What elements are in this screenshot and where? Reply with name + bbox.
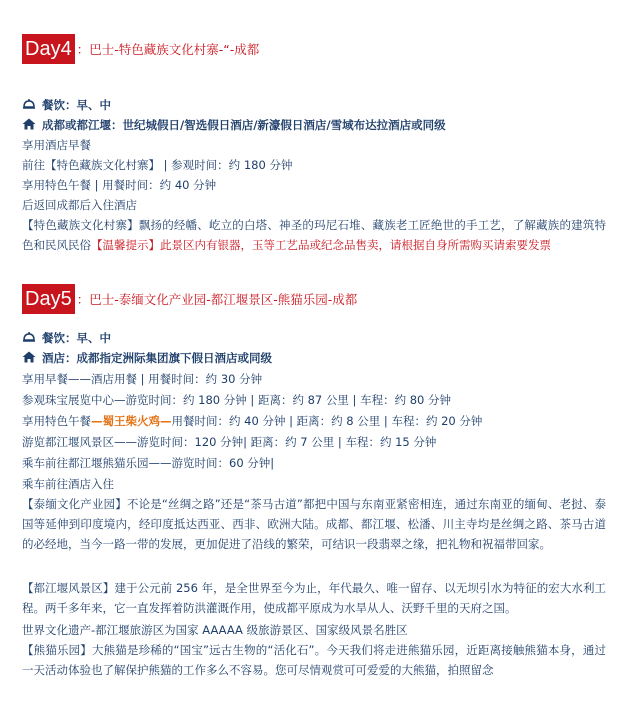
- day5-line1: 享用早餐——酒店用餐 | 用餐时间：约 30 分钟: [22, 372, 263, 386]
- day5-line3: [22, 413, 482, 429]
- day4-route: ：巴士-特色藏族文化村寨-“-成都: [76, 42, 260, 57]
- day4-meals: [22, 97, 111, 113]
- meal-cloche-icon: [22, 331, 36, 343]
- day5-line6: 乘车前往酒店入住: [22, 477, 114, 491]
- day4-description: [22, 215, 606, 255]
- day5-meals: [22, 330, 111, 346]
- home-icon: [22, 351, 36, 363]
- day4-badge: Day4: [22, 34, 75, 64]
- meal-cloche-icon: [22, 98, 36, 110]
- day5-para-panda: [22, 640, 606, 680]
- day5-para-taimian: [22, 494, 606, 554]
- day4-desc-text: 飘扬的经幡、屹立的白塔、神圣的玛尼石堆、藏族老工匠绝世的手工艺，了解藏族的建筑特色和民风民俗: [22, 218, 607, 252]
- day5-hotel-text: 酒店：成都指定洲际集团旗下假日酒店或同级: [42, 351, 272, 365]
- home-icon: [22, 118, 36, 130]
- day4-line4: 后返回成都后入住酒店: [22, 198, 137, 212]
- day4-line3: 享用特色午餐 | 用餐时间：约 40 分钟: [22, 178, 217, 192]
- day5-para-dujiangyan: [22, 578, 606, 618]
- day5-p2-tag: 【都江堰风景区】: [22, 581, 115, 595]
- day5-badge: Day5: [22, 284, 75, 314]
- day5-line2: 参观珠宝展览中心—游览时间：约 180 分钟 | 距离：约 87 公里 | 车程：约 80 分钟: [22, 393, 452, 407]
- day5-line5: 乘车前往都江堰熊猫乐园——游览时间：60 分钟|: [22, 456, 275, 470]
- day4-hotel-text: 成都或都江堰：世纪城假日/智选假日酒店/新濠假日酒店/雪域布达拉酒店或同级: [42, 118, 446, 132]
- day5-line3-post: 用餐时间：约 40 分钟 | 距离：约 8 公里 | 车程：约 20 分钟: [171, 414, 483, 428]
- day5-p3-text: 大熊猫是珍稀的“国宝”远古生物的“活化石”。今天我们将走进熊猫乐园，近距离接触熊猫本身，通过一天活动体验也了解保护熊猫的工作多么不容易。您可尽情观赏可可爱爱的大熊猫，拍照留念: [22, 643, 607, 677]
- day5-hotel: [22, 350, 272, 366]
- day5-meals-text: 餐饮：早、中: [42, 331, 111, 345]
- day4-warning: 【温馨提示】此景区内有银器，玉等工艺品或纪念品售卖，请根据自身所需购买请索要发票: [91, 238, 551, 252]
- day4-meals-text: 餐饮：早、中: [42, 98, 111, 112]
- day5-header: [22, 284, 357, 314]
- day4-line1: 享用酒店早餐: [22, 138, 91, 152]
- day5-p2-text: 建于公元前 256 年，是全世界至今为止，年代最久、唯一留存、以无坝引水为特征的宏大水利工程。两千多年来，它一直发挥着防洪灌溉作用，使成都平原成为水旱从人、沃野千里的天府之国。: [22, 581, 606, 615]
- day5-line4: 游览都江堰风景区——游览时间：120 分钟| 距离：约 7 公里 | 车程：约 15 分钟: [22, 435, 437, 449]
- day4-header: [22, 34, 259, 64]
- day5-line3-pre: 享用特色午餐: [22, 414, 91, 428]
- day5-p1-tag: 【泰缅文化产业园】: [22, 497, 127, 511]
- day5-lunch-name: —蜀王柴火鸡—: [91, 414, 172, 428]
- day5-p2-line2: 世界文化遗产-都江堰旅游区为国家 AAAAA 级旅游景区、国家级风景名胜区: [22, 623, 408, 637]
- day5-route: ：巴士-泰缅文化产业园-都江堰景区-熊猫乐园-成都: [76, 292, 358, 307]
- day4-line2: 前往【特色藏族文化村寨】 | 参观时间：约 180 分钟: [22, 158, 293, 172]
- day5-p1-text: 不论是“丝绸之路”还是“茶马古道”都把中国与东南亚紧密相连，通过东南亚的缅甸、老挝、泰国等延伸到印度境内，经印度抵达西亚、西非、欧洲大陆。成都、都江堰、松潘、川主寺均是丝绸之路、茶马古道的必经地，当今一路一带的发展，更加促进了沿线的繁荣，可结识一段翡翠之缘，把礼物和祝福带回家。: [22, 497, 607, 551]
- day5-p3-tag: 【熊猫乐园】: [22, 643, 92, 657]
- day4-hotel: [22, 117, 446, 133]
- day4-desc-tag: 【特色藏族文化村寨】: [22, 218, 139, 232]
